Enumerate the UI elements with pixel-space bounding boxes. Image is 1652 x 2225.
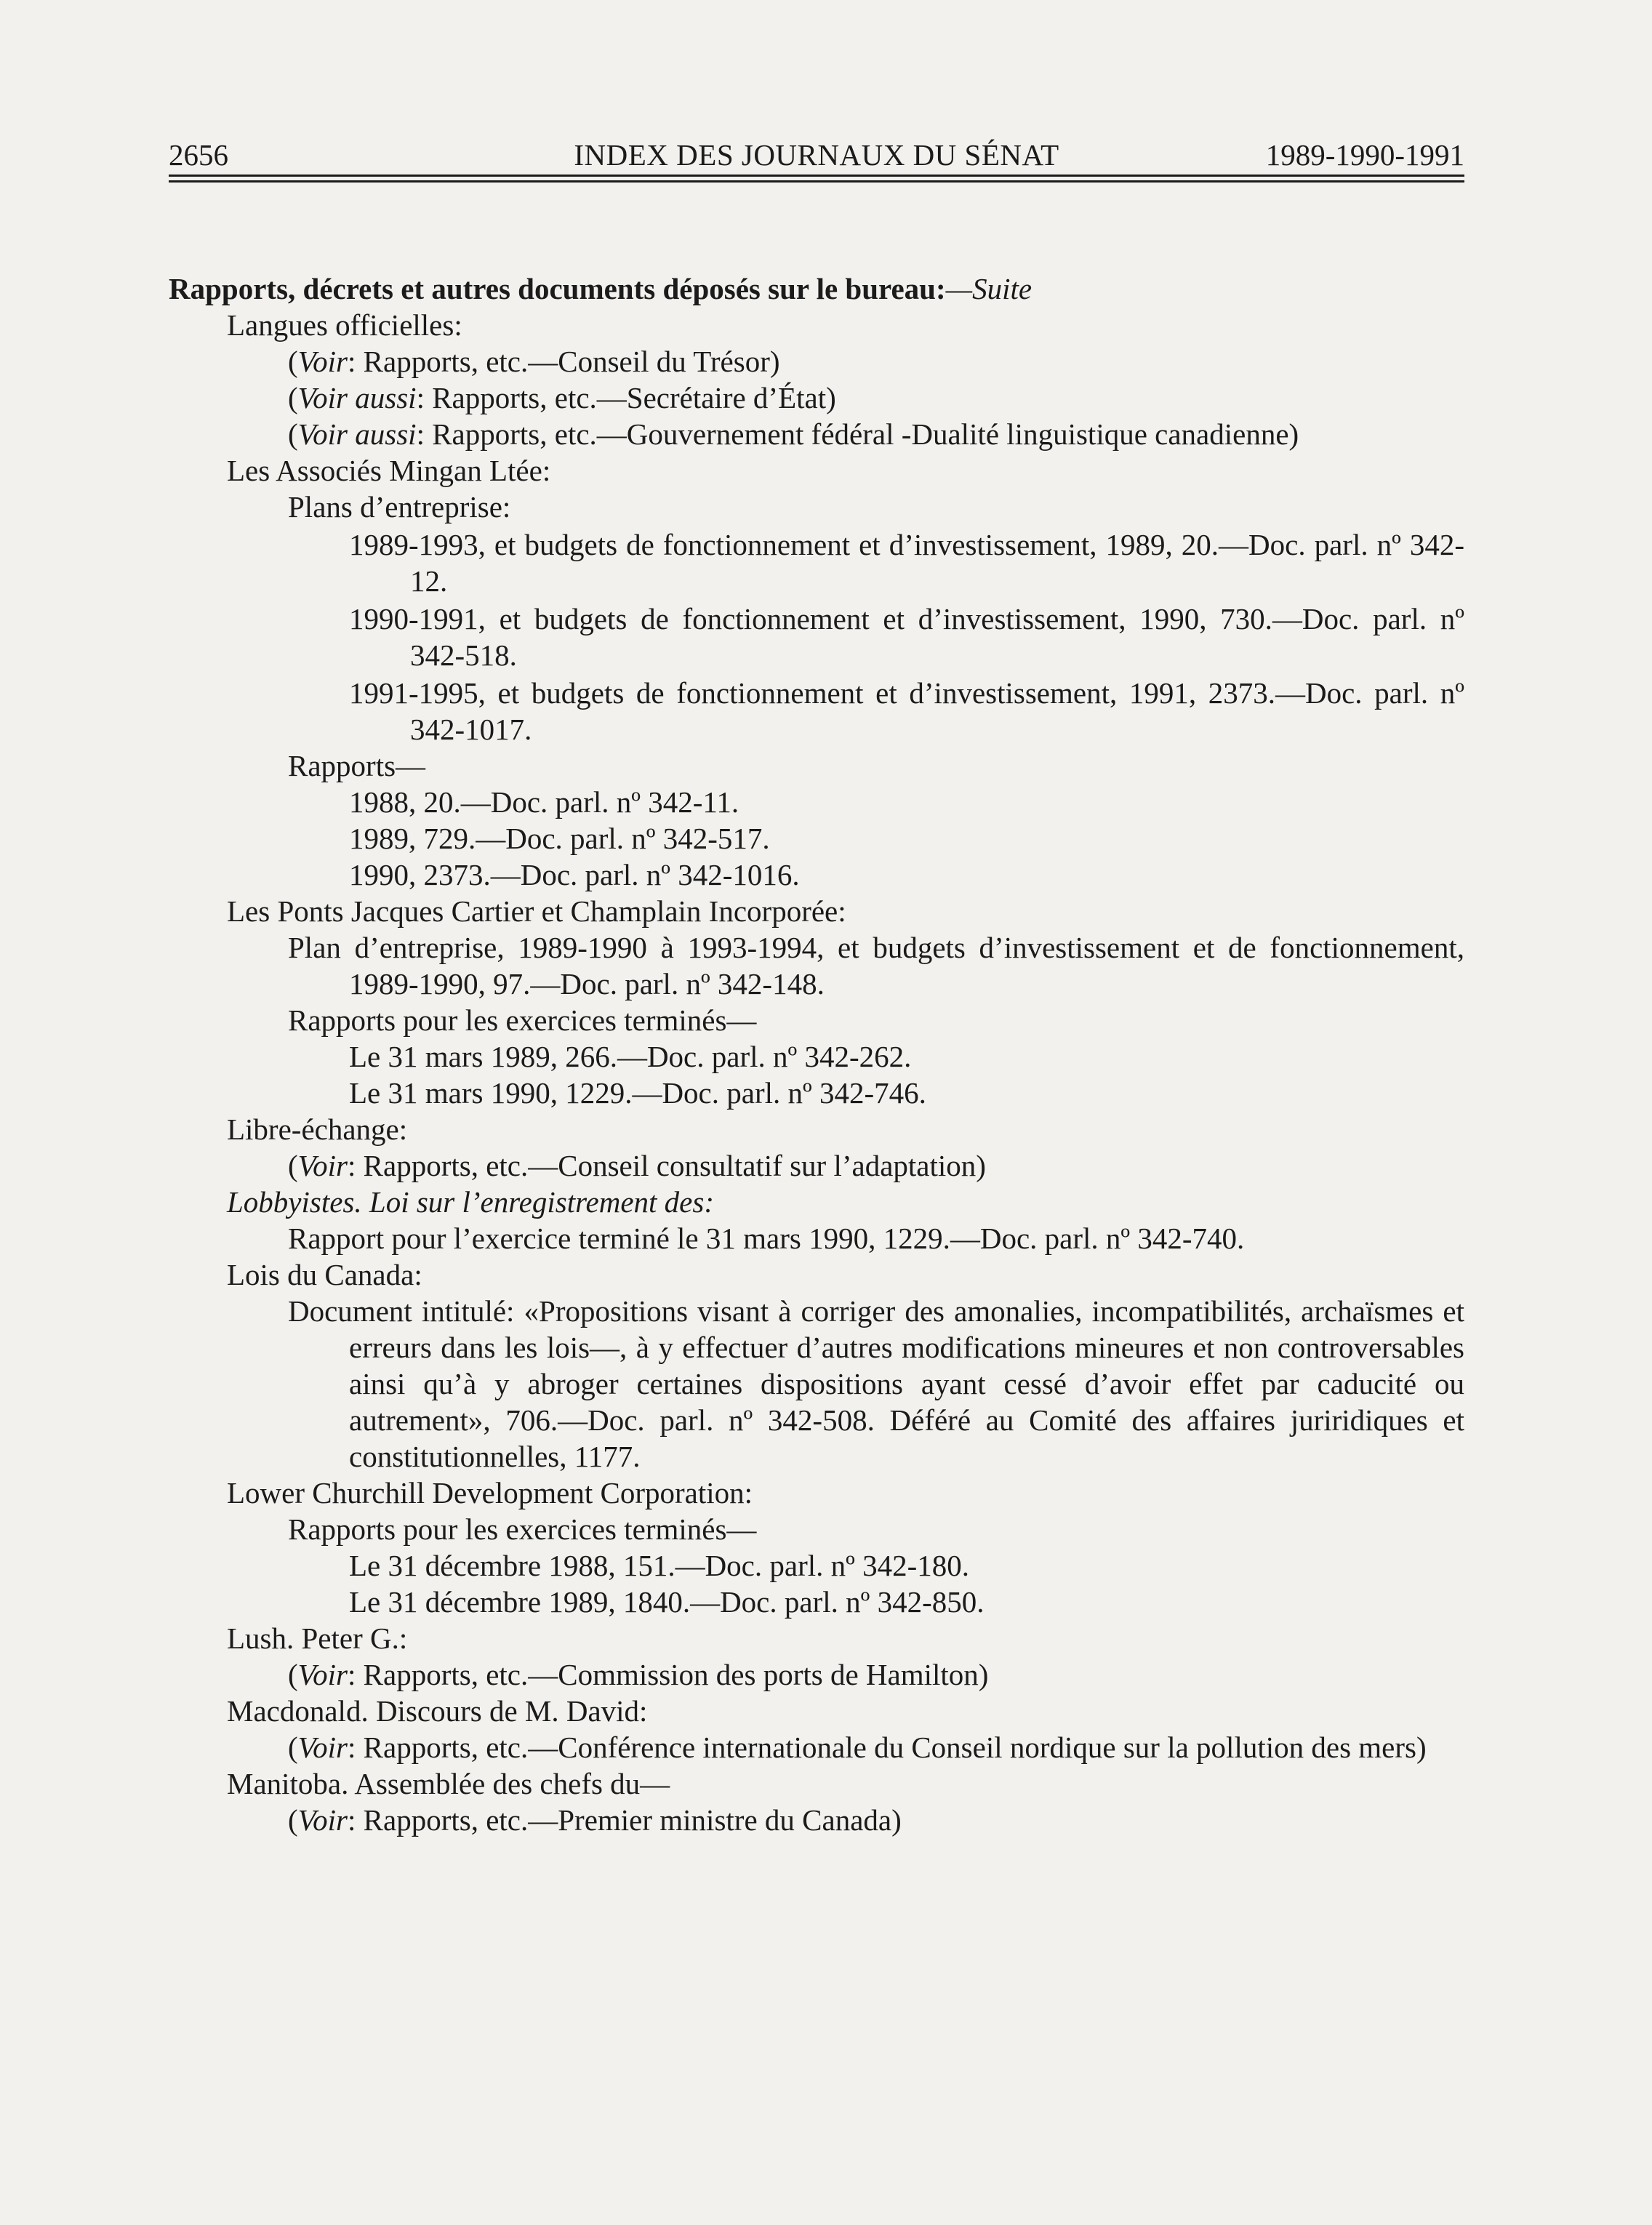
entry-lois-du-canada: Lois du Canada: — [227, 1258, 422, 1291]
voir-aussi-label: Voir aussi — [297, 381, 417, 414]
cross-reference-text: : Rapports, etc.—Conseil du Trésor) — [348, 345, 780, 378]
entry-lower-churchill: Lower Churchill Development Corporation: — [227, 1476, 753, 1510]
cross-reference-text: : Rapports, etc.—Commission des ports de Hamilton) — [348, 1658, 989, 1691]
header-years: 1989-1990-1991 — [1265, 138, 1464, 172]
header-rule-bottom — [169, 180, 1464, 183]
list-item: 1991-1995, et budgets de fonctionnement et d’investissement, 1991, 2373.—Doc. parl. nº 342-1017. — [349, 676, 1464, 746]
cross-reference-text: : Rapports, etc.—Conseil consultatif sur l’adaptation) — [348, 1149, 986, 1182]
voir-aussi-label: Voir aussi — [297, 417, 417, 451]
cross-reference-text: : Rapports, etc.—Gouvernement fédéral -Dualité linguistique canadienne) — [416, 417, 1299, 451]
list-item: Le 31 décembre 1989, 1840.—Doc. parl. nº 342-850. — [349, 1585, 985, 1619]
header-rule-top — [169, 175, 1464, 177]
cross-reference-text: : Rapports, etc.—Premier ministre du Canada) — [348, 1803, 902, 1837]
cross-reference: (Voir: Rapports, etc.—Commission des ports de Hamilton) — [288, 1658, 989, 1691]
cross-reference: (Voir: Rapports, etc.—Conférence internationale du Conseil nordique sur la pollution des mers) — [288, 1731, 1427, 1764]
section-heading-suite: —Suite — [945, 272, 1032, 305]
cross-reference-text: : Rapports, etc.—Conférence internationale du Conseil nordique sur la pollution des mers) — [348, 1731, 1427, 1764]
cross-reference: (Voir: Rapports, etc.—Conseil consultatif sur l’adaptation) — [288, 1149, 986, 1182]
list-item: 1989, 729.—Doc. parl. nº 342-517. — [349, 822, 770, 855]
cross-reference: (Voir aussi: Rapports, etc.—Secrétaire d’État) — [288, 381, 836, 414]
subentry-rapports: Rapports— — [288, 749, 426, 782]
section-heading — [169, 270, 1464, 307]
voir-label: Voir — [297, 345, 348, 378]
cross-reference-text: : Rapports, etc.—Secrétaire d’État) — [416, 381, 836, 414]
entry-ponts-jacques-cartier: Les Ponts Jacques Cartier et Champlain Incorporée: — [227, 894, 846, 928]
list-item: 1988, 20.—Doc. parl. nº 342-11. — [349, 785, 739, 819]
entry-lobbyistes: Lobbyistes. Loi sur l’enregistrement des: — [227, 1185, 714, 1219]
list-item: Document intitulé: «Propositions visant à corriger des amonalies, incompatibilités, archaïsmes et erreurs dans les lois—, à y effectuer d’autres modifications mineures et non controversables ainsi qu’à y abroger certaines dispositions ayant cessé d’avoir effet par caducité ou autrement», 706.—Doc. parl. nº 342-508. Déféré au Comité des affaires juriridiques et constitutionnelles, 1177. — [288, 1294, 1464, 1473]
index-content — [169, 270, 1464, 1838]
list-item: Plan d’entreprise, 1989-1990 à 1993-1994, et budgets d’investissement et de fonctionnement, 1989-1990, 97.—Doc. parl. nº 342-148. — [288, 931, 1464, 1001]
subentry-plans: Plans d’entreprise: — [288, 490, 511, 524]
entry-manitoba: Manitoba. Assemblée des chefs du— — [227, 1767, 670, 1800]
list-item: 1989-1993, et budgets de fonctionnement et d’investissement, 1989, 20.—Doc. parl. nº 342-12. — [349, 528, 1464, 598]
list-item: Rapport pour l’exercice terminé le 31 mars 1990, 1229.—Doc. parl. nº 342-740. — [288, 1222, 1245, 1255]
entry-libre-echange: Libre-échange: — [227, 1112, 408, 1146]
page-title: INDEX DES JOURNAUX DU SÉNAT — [574, 138, 1059, 172]
voir-label: Voir — [297, 1731, 348, 1764]
subentry-rapports: Rapports pour les exercices terminés— — [288, 1003, 757, 1037]
entry-lush: Lush. Peter G.: — [227, 1621, 408, 1655]
section-heading-main: Rapports, décrets et autres documents déposés sur le bureau: — [169, 272, 946, 305]
voir-label: Voir — [297, 1803, 348, 1837]
entry-macdonald: Macdonald. Discours de M. David: — [227, 1694, 648, 1728]
list-item: Le 31 décembre 1988, 151.—Doc. parl. nº 342-180. — [349, 1549, 969, 1582]
list-item: 1990-1991, et budgets de fonctionnement et d’investissement, 1990, 730.—Doc. parl. nº 342-518. — [349, 602, 1464, 672]
cross-reference: (Voir: Rapports, etc.—Conseil du Trésor) — [288, 345, 780, 378]
list-item: 1990, 2373.—Doc. parl. nº 342-1016. — [349, 858, 800, 891]
entry-associes-mingan: Les Associés Mingan Ltée: — [227, 454, 551, 487]
list-item: Le 31 mars 1989, 266.—Doc. parl. nº 342-262. — [349, 1040, 912, 1073]
voir-label: Voir — [297, 1658, 348, 1691]
cross-reference: (Voir aussi: Rapports, etc.—Gouvernement fédéral -Dualité linguistique canadienne) — [288, 417, 1299, 451]
entry-langues-officielles: Langues officielles: — [227, 308, 462, 342]
running-header — [169, 135, 1464, 175]
subentry-rapports: Rapports pour les exercices terminés— — [288, 1512, 757, 1546]
list-item: Le 31 mars 1990, 1229.—Doc. parl. nº 342-746. — [349, 1076, 926, 1110]
voir-label: Voir — [297, 1149, 348, 1182]
page-number: 2656 — [169, 138, 228, 172]
cross-reference: (Voir: Rapports, etc.—Premier ministre du Canada) — [288, 1803, 902, 1837]
